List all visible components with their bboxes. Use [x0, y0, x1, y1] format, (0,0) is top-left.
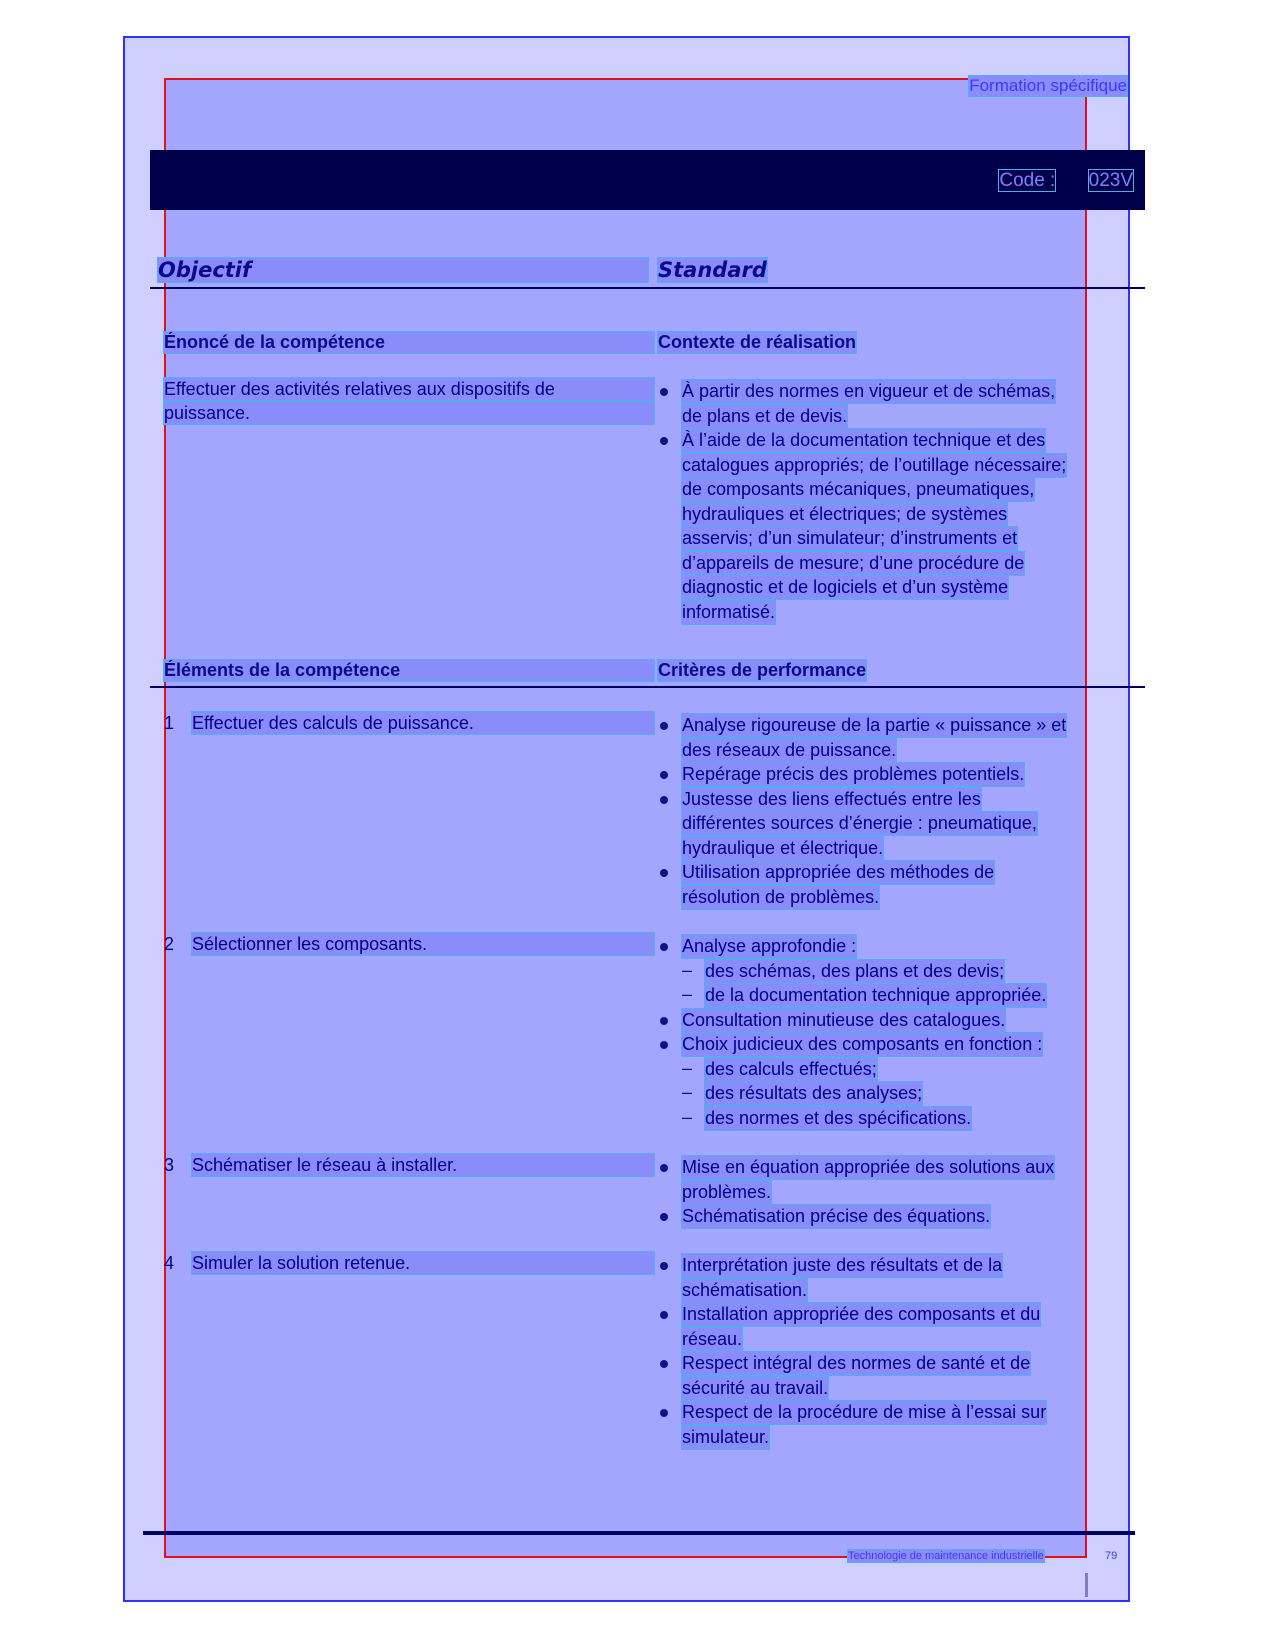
code-label: [999, 170, 1133, 192]
criteria-bullet-icon: [660, 1164, 668, 1172]
formation-label: Formation spécifique: [969, 76, 1127, 95]
criteria-bullet-icon: [660, 1311, 668, 1319]
criteria-line: différentes sources d’énergie : pneumatique,: [682, 813, 1037, 833]
criteria-line: Installation appropriée des composants et du: [682, 1304, 1041, 1324]
contexte-line: diagnostic et de logiciels et d’un système: [682, 577, 1009, 597]
contexte-line: informatisé.: [682, 601, 776, 622]
criteria-dash-icon: –: [682, 984, 693, 1004]
criteria-line: Interprétation juste des résultats et de la: [682, 1255, 1003, 1275]
criteria-sub-line: de la documentation technique appropriée.: [705, 985, 1047, 1005]
criteria-line: Mise en équation appropriée des solutions aux: [682, 1157, 1055, 1177]
footer-rule: [143, 1531, 1135, 1535]
criteria-line: schématisation.: [682, 1279, 808, 1300]
contexte-bullet-icon: [660, 388, 668, 396]
contexte-line: asservis; d’un simulateur; d’instruments et: [682, 528, 1018, 548]
criteria-bullet-icon: [660, 943, 668, 951]
criteria-line: sécurité au travail.: [682, 1377, 829, 1398]
criteria-line: problèmes.: [682, 1181, 772, 1202]
criteria-line: Choix judicieux des composants en fonction :: [682, 1034, 1043, 1054]
criteria-dash-icon: –: [682, 1057, 693, 1078]
element-number: 2: [164, 934, 175, 954]
element-label: Sélectionner les composants.: [192, 933, 654, 955]
criteria-line: Analyse rigoureuse de la partie « puissance » et: [682, 715, 1067, 735]
criteria-line: hydraulique et électrique.: [682, 837, 884, 858]
contexte-line: À l’aide de la documentation technique et des: [682, 430, 1046, 450]
contexte-line: hydrauliques et électriques; de systèmes: [682, 503, 1008, 524]
standard-heading: Standard: [658, 258, 767, 282]
criteria-line: réseau.: [682, 1328, 743, 1349]
element-label: Schématiser le réseau à installer.: [192, 1154, 654, 1176]
element-label: Simuler la solution retenue.: [192, 1252, 654, 1274]
header-rule: [150, 287, 1145, 289]
contexte-line: À partir des normes en vigueur et de schémas,: [682, 381, 1056, 401]
code-value: 023V: [1088, 170, 1133, 191]
competence-line: puissance.: [164, 402, 654, 424]
criteria-bullet-icon: [660, 1017, 668, 1025]
criteria-bullet-icon: [660, 1360, 668, 1368]
competence-line: Effectuer des activités relatives aux dispositifs de: [164, 378, 654, 400]
criteria-line: des réseaux de puissance.: [682, 739, 897, 760]
criteria-dash-icon: –: [682, 1082, 693, 1102]
contexte-bullet-icon: [660, 437, 668, 445]
footer-program: Technologie de maintenance industrielle: [848, 1550, 1044, 1562]
criteria-line: simulateur.: [682, 1426, 770, 1447]
elements-heading: Éléments de la compétence: [164, 660, 654, 681]
elements-rule: [150, 686, 1145, 688]
contexte-line: de composants mécaniques, pneumatiques,: [682, 479, 1035, 499]
contexte-heading: Contexte de réalisation: [658, 332, 857, 352]
contexte-line: d’appareils de mesure; d’une procédure de: [682, 552, 1025, 573]
competence-heading: Énoncé de la compétence: [164, 332, 654, 353]
criteria-line: Respect de la procédure de mise à l’essai sur: [682, 1402, 1047, 1422]
criteria-sub-line: des schémas, des plans et des devis;: [705, 960, 1005, 981]
criteria-sub-line: des résultats des analyses;: [705, 1083, 923, 1103]
objectif-heading: Objectif: [158, 258, 648, 282]
criteria-sub-line: des normes et des spécifications.: [705, 1107, 972, 1128]
criteria-sub-line: des calculs effectués;: [705, 1058, 877, 1079]
code-bar: [150, 150, 1145, 210]
criteria-bullet-icon: [660, 722, 668, 730]
criteria-line: résolution de problèmes.: [682, 886, 880, 907]
element-label: Effectuer des calculs de puissance.: [192, 712, 654, 734]
criteria-bullet-icon: [660, 1213, 668, 1221]
criteria-line: Analyse approfondie :: [682, 936, 857, 956]
criteria-dash-icon: –: [682, 1106, 693, 1127]
criteria-line: Respect intégral des normes de santé et de: [682, 1353, 1031, 1373]
criteria-bullet-icon: [660, 869, 668, 877]
element-number: 1: [164, 713, 175, 733]
contexte-line: de plans et de devis.: [682, 405, 848, 426]
criteria-bullet-icon: [660, 771, 668, 779]
footer-tick: [1085, 1573, 1088, 1597]
element-number: 4: [164, 1253, 175, 1273]
criteria-line: Justesse des liens effectués entre les: [682, 788, 981, 809]
criteria-bullet-icon: [660, 796, 668, 804]
code-label-text: Code :: [999, 170, 1056, 191]
criteria-dash-icon: –: [682, 959, 693, 980]
criteres-heading: Critères de performance: [658, 660, 867, 680]
criteria-bullet-icon: [660, 1409, 668, 1417]
element-number: 3: [164, 1155, 175, 1175]
criteria-line: Schématisation précise des équations.: [682, 1206, 991, 1226]
criteria-line: Repérage précis des problèmes potentiels.: [682, 764, 1025, 784]
contexte-line: catalogues appropriés; de l’outillage nécessaire;: [682, 454, 1067, 475]
criteria-line: Utilisation appropriée des méthodes de: [682, 862, 995, 882]
footer-page-number: 79: [1105, 1550, 1118, 1562]
criteria-bullet-icon: [660, 1041, 668, 1049]
criteria-line: Consultation minutieuse des catalogues.: [682, 1009, 1006, 1030]
criteria-bullet-icon: [660, 1262, 668, 1270]
